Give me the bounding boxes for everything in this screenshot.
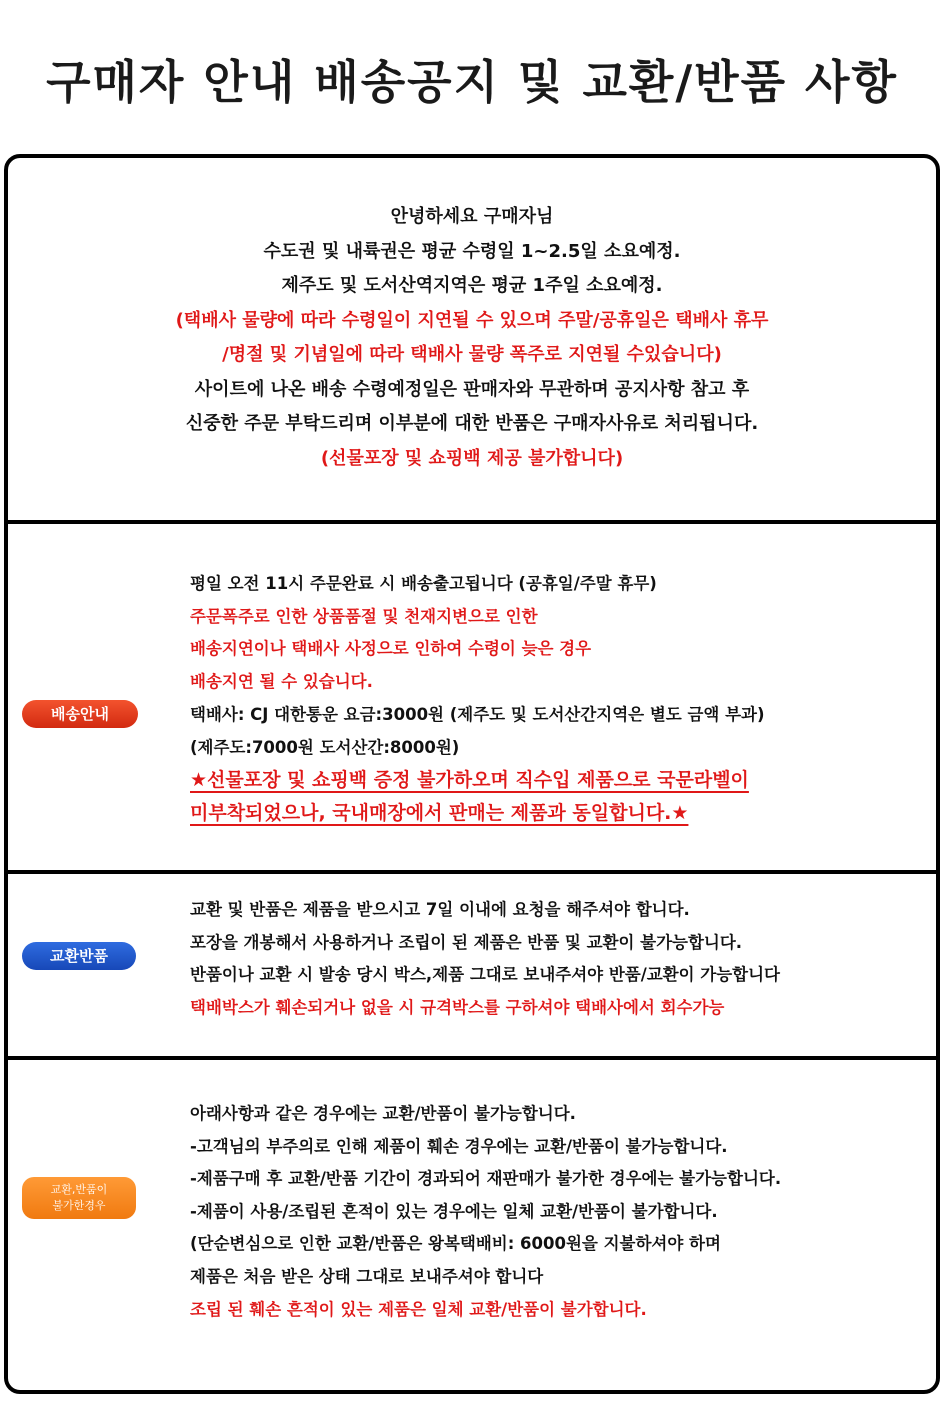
- not-allowed-line: 조립 된 훼손 흔적이 있는 제품은 일체 교환/반품이 불가합니다.: [190, 1299, 647, 1319]
- not-allowed-line: 아래사항과 같은 경우에는 교환/반품이 불가능합니다.: [190, 1104, 576, 1123]
- shipping-line: 평일 오전 11시 주문완료 시 배송출고됩니다 (공휴일/주말 휴무): [190, 574, 657, 593]
- exchange-badge: 교환반품: [22, 942, 136, 970]
- shipping-line: 주문폭주로 인한 상품품절 및 천재지변으로 인한: [190, 606, 538, 626]
- shipping-notice-line: ★선물포장 및 쇼핑백 증정 불가하오며 직수입 제품으로 국문라벨이: [190, 769, 749, 792]
- not-allowed-badge-line2: 불가한경우: [52, 1199, 106, 1212]
- intro-line: 제주도 및 도서산역지역은 평균 1주일 소요예정.: [281, 275, 663, 296]
- page-title: 구매자 안내 배송공지 및 교환/반품 사항: [46, 55, 898, 109]
- intro-line: 안녕하세요 구매자님: [390, 206, 554, 227]
- not-allowed-text-block: [190, 1098, 781, 1326]
- not-allowed-line: (단순변심으로 인한 교환/반품은 왕복택배비: 6000원을 지불하셔야 하며: [190, 1234, 721, 1254]
- not-allowed-section: [8, 1060, 936, 1390]
- notice-panel: [4, 154, 940, 1394]
- intro-line: /명절 및 기념일에 따라 택배사 물량 폭주로 지연될 수있습니다): [222, 344, 722, 365]
- intro-section: [8, 158, 936, 520]
- intro-line: (선물포장 및 쇼핑백 제공 불가합니다): [320, 447, 624, 469]
- intro-line: (택배사 물량에 따라 수령일이 지연될 수 있으며 주말/공휴일은 택배사 휴무: [175, 309, 769, 331]
- shipping-line: 배송지연 될 수 있습니다.: [190, 672, 373, 692]
- not-allowed-line: -제품구매 후 교환/반품 기간이 경과되어 재판매가 불가한 경우에는 불가능합니다.: [190, 1169, 782, 1189]
- not-allowed-badge: [22, 1177, 136, 1219]
- shipping-text-block: [190, 568, 765, 830]
- intro-line: 수도권 및 내륙권은 평균 수령일 1~2.5일 소요예정.: [263, 240, 681, 262]
- intro-line: 사이트에 나온 배송 수령예정일은 판매자와 무관하며 공지사항 참고 후: [194, 378, 750, 400]
- intro-text-block: [8, 200, 936, 476]
- shipping-line: 배송지연이나 택배사 사정으로 인하여 수령이 늦은 경우: [190, 639, 592, 659]
- exchange-line: 교환 및 반품은 제품을 받으시고 7일 이내에 요청을 해주셔야 합니다.: [190, 900, 690, 919]
- not-allowed-line: -제품이 사용/조립된 흔적이 있는 경우에는 일체 교환/반품이 불가합니다.: [190, 1201, 718, 1221]
- exchange-line: 택배박스가 훼손되거나 없을 시 규격박스를 구하셔야 택배사에서 회수가능: [190, 997, 725, 1017]
- shipping-line: 택배사: CJ 대한통운 요금:3000원 (제주도 및 도서산간지역은 별도 금액 부과): [190, 704, 765, 724]
- exchange-line: 반품이나 교환 시 발송 당시 박스,제품 그대로 보내주셔야 반품/교환이 가능합니다: [190, 965, 780, 984]
- exchange-section: [8, 874, 936, 1056]
- intro-line: 신중한 주문 부탁드리며 이부분에 대한 반품은 구매자사유로 처리됩니다.: [185, 413, 759, 434]
- exchange-line: 포장을 개봉해서 사용하거나 조립이 된 제품은 반품 및 교환이 불가능합니다.: [190, 932, 743, 952]
- not-allowed-line: 제품은 처음 받은 상태 그대로 보내주셔야 합니다: [190, 1266, 544, 1286]
- shipping-notice-line: 미부착되었으나, 국내매장에서 판매는 제품과 동일합니다.★: [190, 801, 689, 824]
- not-allowed-badge-line1: 교환,반품이: [50, 1183, 108, 1196]
- shipping-line: (제주도:7000원 도서산간:8000원): [190, 737, 460, 757]
- not-allowed-line: -고객님의 부주의로 인해 제품이 훼손 경우에는 교환/반품이 불가능합니다.: [190, 1136, 728, 1156]
- shipping-badge: 배송안내: [22, 700, 138, 728]
- exchange-text-block: [190, 894, 780, 1024]
- shipping-section: [8, 524, 936, 870]
